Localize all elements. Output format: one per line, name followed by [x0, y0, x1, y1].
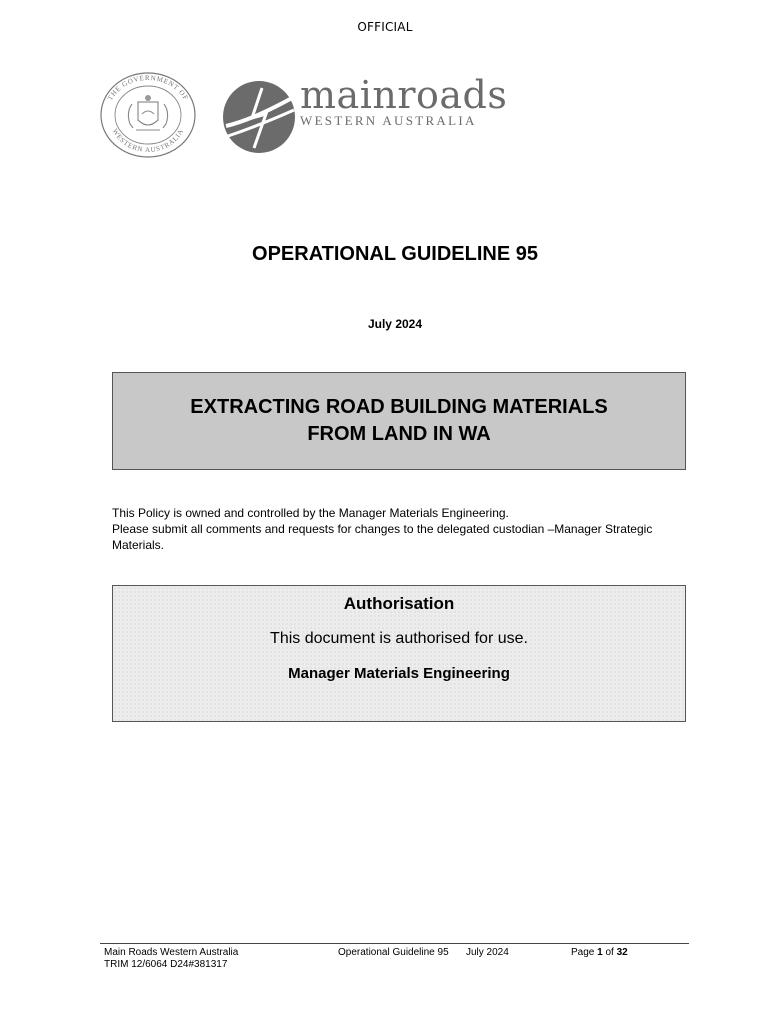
logo-name: mainroads: [300, 73, 508, 117]
main-title-box: [112, 372, 686, 470]
authorisation-box: [112, 585, 686, 722]
footer-trim: TRIM 12/6064 D24#381317: [104, 959, 228, 970]
authorisation-signatory: Manager Materials Engineering: [288, 665, 510, 682]
footer-page-of: of: [605, 947, 614, 958]
classification-label: OFFICIAL: [357, 20, 413, 34]
government-seal-icon: [98, 70, 198, 160]
policy-statement: [112, 505, 692, 553]
footer-page-label: Page: [571, 947, 595, 958]
footer-document-name: Operational Guideline 95: [338, 947, 449, 958]
footer-divider: [100, 943, 689, 944]
footer-date: July 2024: [466, 947, 509, 958]
footer-left: [104, 947, 238, 971]
footer-page-current: 1: [597, 947, 603, 958]
logo-subtitle: WESTERN AUSTRALIA: [300, 113, 477, 128]
document-title: OPERATIONAL GUIDELINE 95: [252, 243, 538, 265]
authorisation-heading: Authorisation: [343, 594, 455, 613]
policy-custodian-text: Please submit all comments and requests for changes to the delegated custodian –Manager Strategic Materials.: [112, 522, 653, 552]
svg-text:THE GOVERNMENT OF: THE GOVERNMENT OF: [106, 73, 190, 102]
main-title-line-2: FROM LAND IN WA: [307, 423, 491, 445]
svg-text:WESTERN AUSTRALIA: WESTERN AUSTRALIA: [110, 127, 186, 155]
main-title-line-1: EXTRACTING ROAD BUILDING MATERIALS: [190, 396, 608, 418]
authorisation-statement: This document is authorised for use.: [270, 630, 528, 647]
main-roads-logo-icon: [222, 80, 296, 154]
main-roads-wordmark: [300, 75, 540, 129]
footer-page-number: [571, 947, 628, 959]
footer-page-total: 32: [616, 947, 628, 958]
footer-organisation: Main Roads Western Australia: [104, 947, 239, 958]
policy-owner-text: This Policy is owned and controlled by the Manager Materials Engineering.: [112, 506, 509, 520]
document-date: July 2024: [367, 317, 423, 331]
